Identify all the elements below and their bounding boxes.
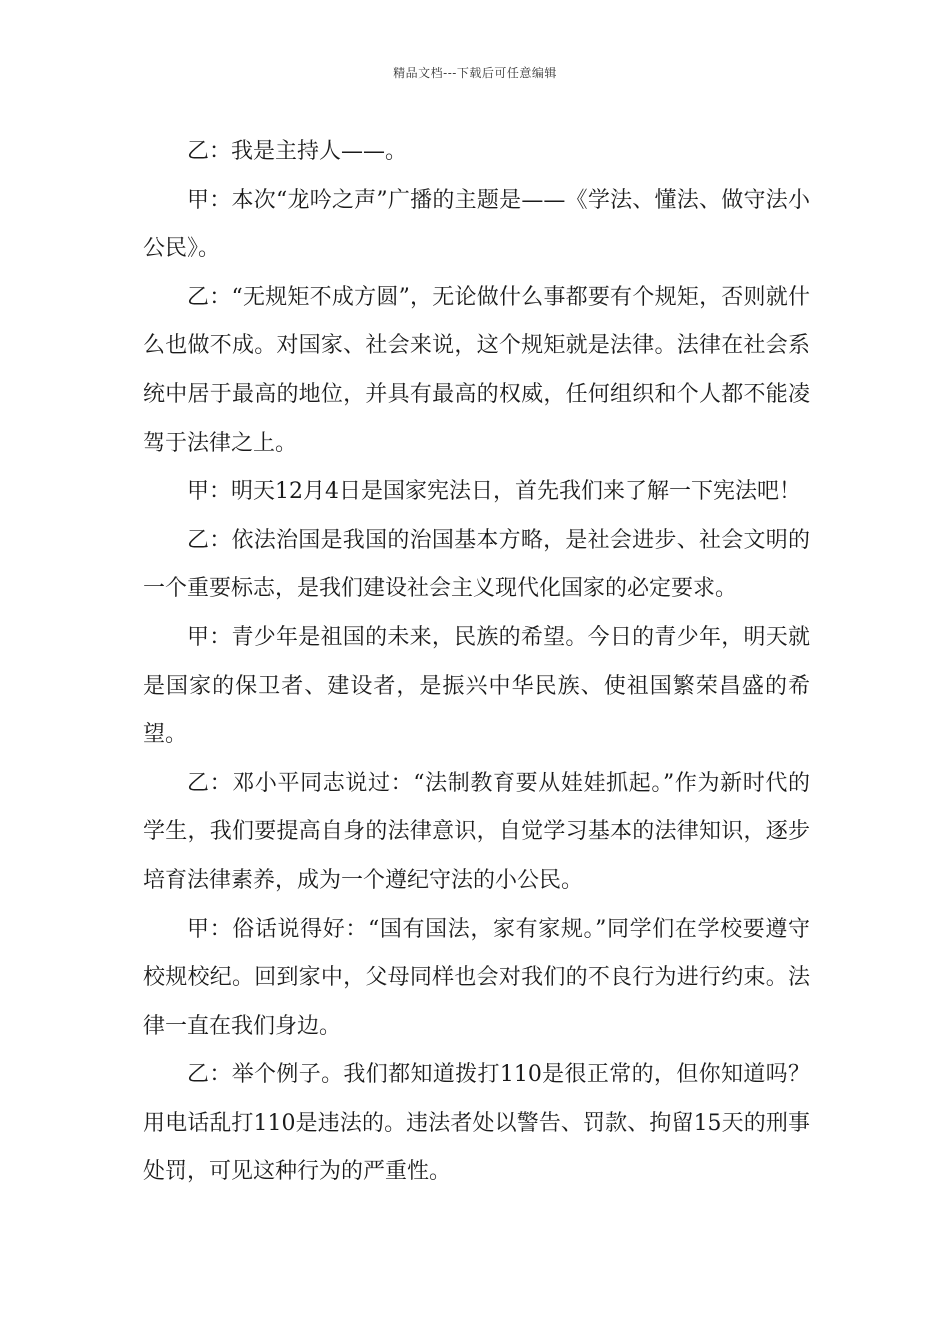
- dialogue-paragraph: 乙：举个例子。我们都知道拨打110是很正常的，但你知道吗？用电话乱打110是违法的。违法者处以警告、罚款、拘留15天的刑事处罚，可见这种行为的严重性。: [143, 1062, 810, 1185]
- dialogue-paragraph: 甲：明天12月4日是国家宪法日，首先我们来了解一下宪法吧！: [187, 479, 801, 505]
- dialogue-paragraph: 乙：我是主持人——。: [187, 139, 408, 164]
- dialogue-paragraph: 乙：“无规矩不成方圆”，无论做什么事都要有个规矩，否则就什么也做不成。对国家、社会来说，这个规矩就是法律。法律在社会系统中居于最高的地位，并具有最高的权威，任何组织和个人都不能凌驾于法律之上。: [143, 284, 810, 456]
- page-header: 精品文档---下载后可任意编辑: [393, 66, 557, 80]
- dialogue-paragraph: 甲：青少年是祖国的未来，民族的希望。今日的青少年，明天就是国家的保卫者、建设者，是振兴中华民族、使祖国繁荣昌盛的希望。: [143, 624, 810, 748]
- dialogue-paragraph: 乙：邓小平同志说过：“法制教育要从娃娃抓起。”作为新时代的学生，我们要提高自身的法律意识，自觉学习基本的法律知识，逐步培育法律素养，成为一个遵纪守法的小公民。: [143, 770, 810, 893]
- dialogue-paragraph: 甲：本次“龙吟之声”广播的主题是——《学法、懂法、做守法小公民》。: [143, 187, 810, 262]
- dialogue-paragraph: 甲：俗话说得好：“国有国法，家有家规。”同学们在学校要遵守校规校纪。回到家中，父母同样也会对我们的不良行为进行约束。法律一直在我们身边。: [143, 916, 810, 1039]
- dialogue-paragraph: 乙：依法治国是我国的治国基本方略，是社会进步、社会文明的一个重要标志，是我们建设社会主义现代化国家的必定要求。: [143, 527, 810, 602]
- document-body: [143, 128, 810, 1197]
